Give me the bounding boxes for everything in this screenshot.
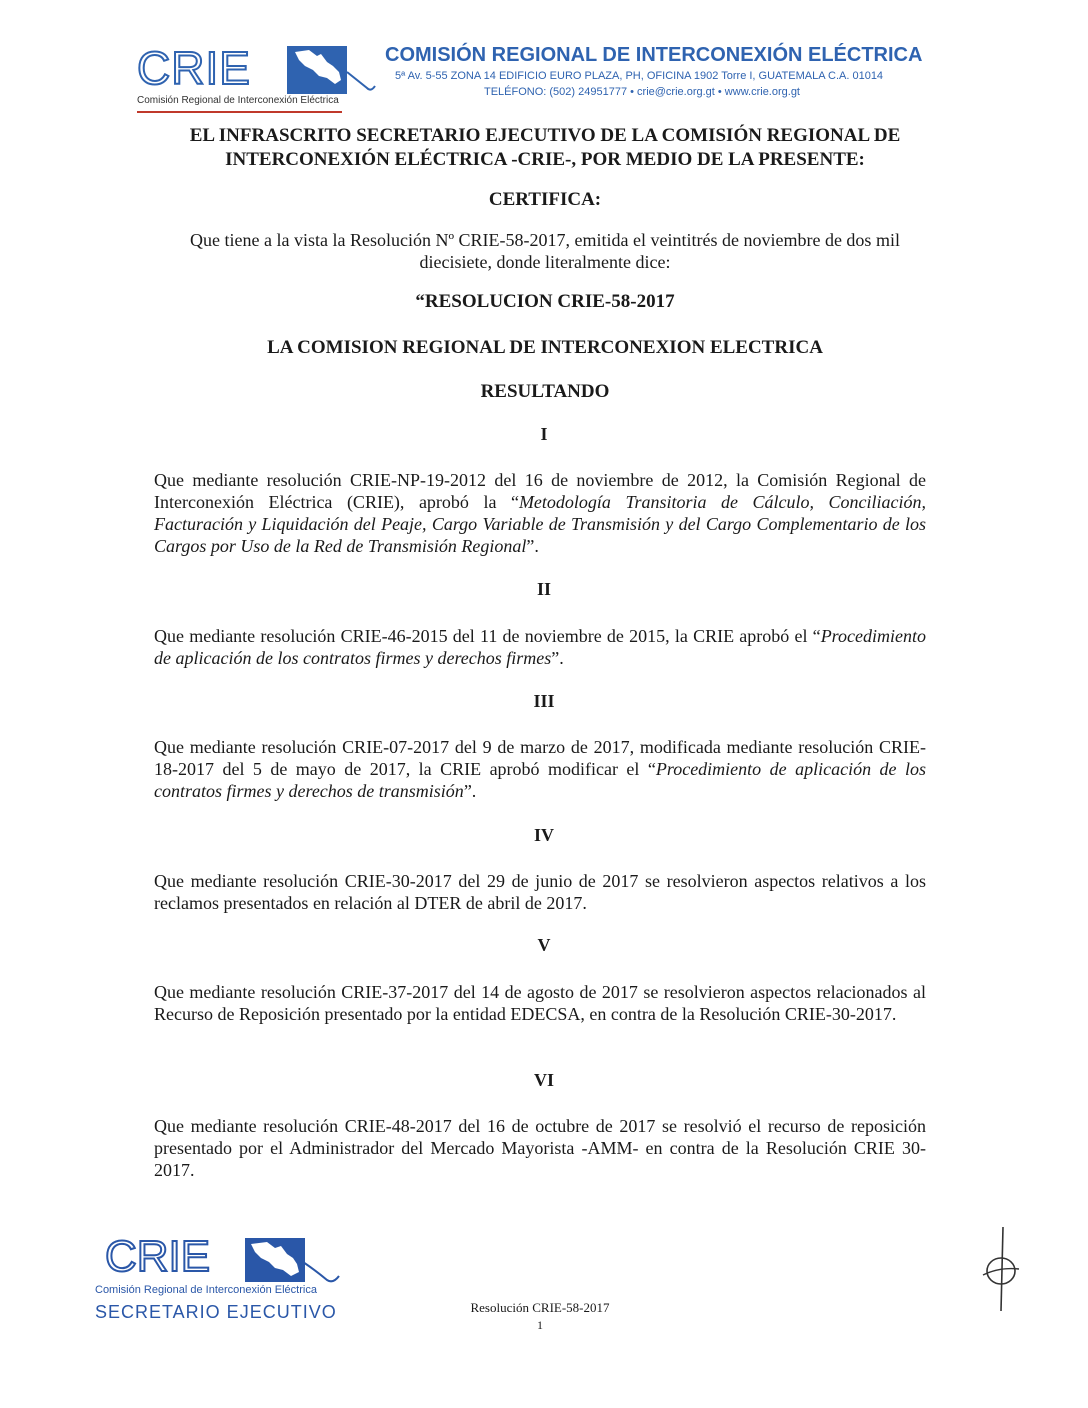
logo-underline xyxy=(137,111,342,113)
logo-subtitle: Comisión Regional de Interconexión Eléctrica xyxy=(137,95,339,106)
organization-address: 5ª Av. 5-55 ZONA 14 EDIFICIO EURO PLAZA, PH, OFICINA 1902 Torre I, GUATEMALA C.A. 01014 xyxy=(395,70,884,82)
resolution-title: “RESOLUCION CRIE-58-2017 xyxy=(415,291,675,312)
section-numeral: III xyxy=(533,691,555,711)
crie-logo xyxy=(137,40,377,115)
section-paragraph: Que mediante resolución CRIE-37-2017 del 14 de agosto de 2017 se resolvieron aspectos relacionados al Recurso de Reposición presentado por la entidad EDECSA, en contra de la Resolución CRIE-30-2017. xyxy=(154,982,926,1024)
section-numeral: V xyxy=(537,935,551,955)
stamp-wordmark: CRIE xyxy=(105,1232,211,1281)
section-paragraph: Que mediante resolución CRIE-07-2017 del 9 de marzo de 2017, modificada mediante resolución CRIE-18-2017 del 5 de mayo de 2017, la CRIE aprobó modificar el “Procedimiento de aplicación de los contratos firmes y derechos de transmisión”. xyxy=(154,737,926,801)
logo-wordmark: CRIE xyxy=(137,42,251,94)
secretary-stamp xyxy=(95,1232,355,1332)
section-numeral: II xyxy=(536,579,551,599)
certifica-title: CERTIFICA: xyxy=(488,189,602,210)
section-paragraph: Que mediante resolución CRIE-30-2017 del 29 de junio de 2017 se resolvieron aspectos relativos a los reclamos presentados en relación al DTER de abril de 2017. xyxy=(154,871,926,913)
handwritten-signature xyxy=(975,1225,1025,1315)
stamp-title: SECRETARIO EJECUTIVO xyxy=(95,1302,337,1322)
central-america-map-icon xyxy=(245,1234,345,1290)
document-heading-line-1: EL INFRASCRITO SECRETARIO EJECUTIVO DE LA COMISIÓN REGIONAL DE xyxy=(189,125,901,146)
organization-name: COMISIÓN REGIONAL DE INTERCONEXIÓN ELÉCTRICA xyxy=(385,44,923,66)
stamp-subtitle: Comisión Regional de Interconexión Eléctrica xyxy=(95,1284,317,1296)
intro-line-2: diecisiete, donde literalmente dice: xyxy=(419,252,671,272)
section-numeral: IV xyxy=(533,825,554,845)
document-heading-line-2: INTERCONEXIÓN ELÉCTRICA -CRIE-, POR MEDIO DE LA PRESENTE: xyxy=(225,149,865,170)
intro-line-1: Que tiene a la vista la Resolución Nº CRIE-58-2017, emitida el veintitrés de noviembre de dos mil xyxy=(190,230,900,250)
section-numeral: VI xyxy=(533,1070,554,1090)
section-paragraph: Que mediante resolución CRIE-46-2015 del 11 de noviembre de 2015, la CRIE aprobó el “Procedimiento de aplicación de los contratos firmes y derechos firmes”. xyxy=(154,626,926,668)
footer-reference: Resolución CRIE-58-2017 xyxy=(470,1300,610,1315)
commission-title: LA COMISION REGIONAL DE INTERCONEXION ELECTRICA xyxy=(267,337,823,358)
page-number: 1 xyxy=(537,1318,543,1332)
section-paragraph: Que mediante resolución CRIE-48-2017 del 16 de octubre de 2017 se resolvió el recurso de reposición presentado por el Administrador del Mercado Mayorista -AMM- en contra de la Resolución CRIE 30-2017. xyxy=(154,1116,926,1180)
resultando-title: RESULTANDO xyxy=(480,381,610,402)
organization-contact: TELÉFONO: (502) 24951777 • crie@crie.org.gt • www.crie.org.gt xyxy=(484,86,800,98)
section-paragraph: Que mediante resolución CRIE-NP-19-2012 del 16 de noviembre de 2012, la Comisión Regional de Interconexión Eléctrica (CRIE), aprobó la “Metodología Transitoria de Cálculo, Conciliación, Facturación y Liquidación del Peaje, Cargo Variable de Transmisión y del Cargo Complementario de los Cargos por Uso de la Red de Transmisión Regional”. xyxy=(154,470,926,556)
letterhead xyxy=(0,0,1088,115)
central-america-map-icon xyxy=(287,42,377,100)
section-numeral: I xyxy=(540,424,548,444)
